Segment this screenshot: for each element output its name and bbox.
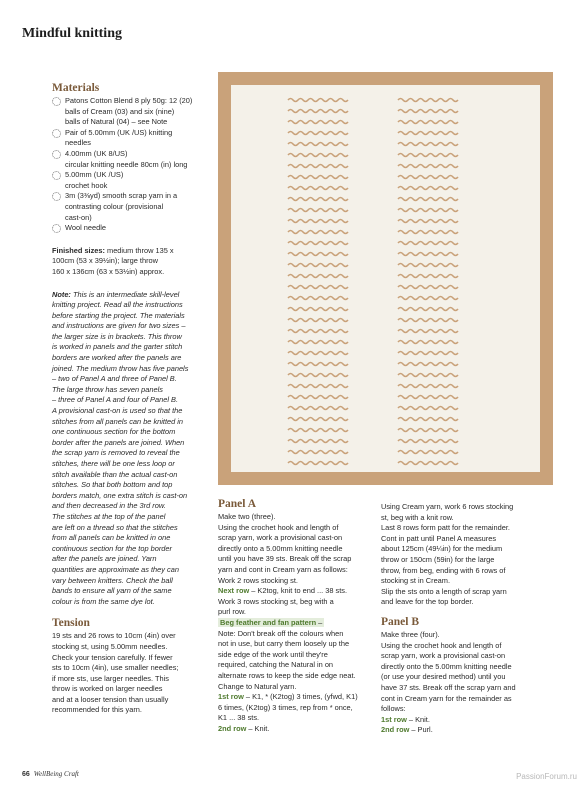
materials-item-text: 5.00mm (UK /US) crochet hook <box>65 170 124 190</box>
zigzag-stripe <box>398 143 458 146</box>
zigzag-stripe <box>288 330 348 333</box>
zigzag-stripe <box>288 132 348 135</box>
materials-item <box>52 128 212 149</box>
page-header-title: Mindful knitting <box>22 26 122 41</box>
materials-item-text: Pair of 5.00mm (UK /US) knitting needles <box>65 127 173 148</box>
zigzag-stripe <box>398 462 458 465</box>
zigzag-stripe <box>398 451 458 454</box>
zigzag-stripe <box>398 176 458 179</box>
zigzag-stripe <box>288 121 348 124</box>
zigzag-stripe <box>398 308 458 311</box>
zigzag-stripe <box>288 275 348 278</box>
zigzag-stripe <box>398 165 458 168</box>
zigzag-stripe <box>398 418 458 421</box>
checkbox-icon <box>52 97 61 106</box>
left-column <box>52 82 212 716</box>
zigzag-stripe <box>288 429 348 432</box>
zigzag-stripe <box>288 231 348 234</box>
checkbox-icon <box>52 150 61 159</box>
checkbox-icon <box>52 171 61 180</box>
zigzag-stripe <box>398 209 458 212</box>
zigzag-stripe <box>398 275 458 278</box>
zigzag-stripe <box>288 154 348 157</box>
zigzag-stripe <box>398 264 458 267</box>
checkbox-icon <box>52 224 61 233</box>
zigzag-stripe <box>288 374 348 377</box>
panel-b-heading: Panel B <box>381 615 420 628</box>
zigzag-stripe <box>288 176 348 179</box>
materials-item <box>52 170 212 191</box>
zigzag-stripe <box>398 121 458 124</box>
zigzag-stripe <box>288 264 348 267</box>
materials-item-text: 4.00mm (UK 8/US) circular knitting needle 80cm (in) long <box>65 148 188 169</box>
panel-a-heading: Panel A <box>218 498 257 510</box>
checkbox-icon <box>52 129 61 138</box>
zigzag-stripe <box>398 154 458 157</box>
zigzag-stripe <box>398 330 458 333</box>
zigzag-stripe <box>288 220 348 223</box>
tension-heading: Tension <box>52 617 90 630</box>
zigzag-stripe <box>398 385 458 388</box>
zigzag-stripe <box>288 110 348 113</box>
zigzag-stripe <box>398 429 458 432</box>
zigzag-stripe <box>288 352 348 355</box>
watermark: PassionForum.ru <box>516 772 577 781</box>
materials-item-text: 3m (3⅜yd) smooth scrap yarn in a contrasting colour (provisional cast-on) <box>65 191 178 222</box>
zigzag-stripe <box>398 231 458 234</box>
materials-heading: Materials <box>52 82 100 94</box>
materials-item-text: Patons Cotton Blend 8 ply 50g: 12 (20) balls of Cream (03) and six (nine) balls of Natural (04) – see Note <box>65 96 193 127</box>
zigzag-stripe <box>288 418 348 421</box>
zigzag-stripe <box>398 132 458 135</box>
zigzag-stripe <box>398 374 458 377</box>
zigzag-stripe <box>398 242 458 245</box>
zigzag-stripe <box>398 220 458 223</box>
tension-paragraph: 19 sts and 26 rows to 10cm (4in) over stocking st, using 5.00mm needles. Check your tension carefully. If fewer sts to 10cm (4in), use smaller needles; if more sts, use larger needles. This throw is worked on larger needles and at a looser tension than usually recommended for this yarn. <box>52 631 179 715</box>
zigzag-stripe <box>288 451 348 454</box>
zigzag-stripe <box>288 143 348 146</box>
zigzag-stripe <box>288 165 348 168</box>
zigzag-stripe <box>398 396 458 399</box>
zigzag-stripe <box>288 253 348 256</box>
page-number: 66 <box>22 771 30 778</box>
zigzag-stripe <box>398 319 458 322</box>
zigzag-stripe <box>398 407 458 410</box>
zigzag-stripe <box>288 341 348 344</box>
materials-item-text: Wool needle <box>65 223 106 233</box>
note-paragraph: Note: This is an intermediate skill-level knitting project. Read all the instructions before starting the project. The materials and instructions are given for two sizes – the larger size is in brackets. This throw is worked in panels and the garter stitch borders are worked after the panels are joined. The medium throw has five panels – two of Panel A and three of Panel B. The large throw has seven panels – three of Panel A and four of Panel B. A provisional cast-on is used so that the stitches from all panels can be knitted in one continuous section for the bottom border after the panels are joined. When the scrap yarn is removed to reveal the stitches, there will be one less loop or stitch available than the actual cast-on stitches. So that both bottom and top borders match, one extra stitch is cast-on and then decreased in the 3rd row. The stitches at the top of the panel are left on a thread so that the stitches from all panels can be knitted in one continuous section for the top border after the panels are joined. Yarn quantities are approximate as they can vary between knitters. Check the ball bands to ensure all yarn of the same colour is from the same dye lot. <box>52 289 189 606</box>
zigzag-stripe <box>288 319 348 322</box>
zigzag-stripe <box>398 363 458 366</box>
zigzag-stripe <box>398 352 458 355</box>
zigzag-stripe <box>288 187 348 190</box>
zigzag-stripe <box>398 341 458 344</box>
zigzag-stripe <box>288 99 348 102</box>
panel-a-text: Make two (three). Using the crochet hook and length of scrap yarn, work a provisional cast-on directly onto a 5.00mm knitting needle until you have 39 sts. Break off the scrap yarn and cont in Cream yarn as follows: Work 2 rows stocking st. Next row – K2tog, knit to end ... 38 sts. Work 3 rows stocking st, beg with a purl row. Beg feather and fan pattern – Note: Don't break off the colours when not in use, but carry them loosely up the side edge of the work until they're required, catching the Natural in on alternate rows to keep the side edge neat. Change to Natural yarn. 1st row – K1, * (K2tog) 3 times, (yfwd, K1) 6 times, (K2tog) 3 times, rep from * once, K1 ... 38 sts. 2nd row – Knit. <box>218 512 358 733</box>
zigzag-stripe <box>288 308 348 311</box>
zigzag-stripe <box>398 198 458 201</box>
zigzag-stripe <box>288 242 348 245</box>
zigzag-stripe <box>288 198 348 201</box>
materials-item <box>52 149 212 170</box>
zigzag-stripe <box>288 462 348 465</box>
zigzag-stripe <box>288 407 348 410</box>
zigzag-stripe <box>398 297 458 300</box>
finished-sizes: Finished sizes: medium throw 135 x 100cm (53 x 39½in); large throw 160 x 136cm (63 x 53½in) approx. <box>52 245 174 276</box>
zigzag-stripe <box>288 209 348 212</box>
zigzag-stripe <box>288 385 348 388</box>
blanket-photo <box>218 72 553 485</box>
checkbox-icon <box>52 192 61 201</box>
zigzag-stripe <box>398 286 458 289</box>
zigzag-stripe <box>398 187 458 190</box>
right-column <box>381 502 553 736</box>
middle-column <box>218 498 378 734</box>
zigzag-stripe <box>398 99 458 102</box>
zigzag-stripe <box>288 440 348 443</box>
zigzag-stripe <box>288 297 348 300</box>
panel-b-text: Make three (four). Using the crochet hook and length of scrap yarn, work a provisional cast-on directly onto the 5.00mm knitting needle (or use your desired method) until you have 37 sts. Break off the scrap yarn and cont in Cream yarn for the remainder as follows: 1st row – Knit. 2nd row – Purl. <box>381 629 516 735</box>
materials-item <box>52 223 212 234</box>
materials-item <box>52 191 212 223</box>
zigzag-stripe <box>398 253 458 256</box>
zigzag-stripes <box>218 72 553 485</box>
page-footer <box>22 770 79 778</box>
materials-list <box>52 96 212 234</box>
zigzag-stripe <box>288 286 348 289</box>
materials-item <box>52 96 212 128</box>
zigzag-stripe <box>398 110 458 113</box>
magazine-name: WellBeing Craft <box>33 770 79 778</box>
panel-a-continued: Using Cream yarn, work 6 rows stocking st, beg with a knit row. Last 8 rows form patt for the remainder. Cont in patt until Panel A measures about 125cm (49¼in) for the medium throw or 150cm (59in) for the large throw, from beg, ending with 6 rows of stocking st in Cream. Slip the sts onto a length of scrap yarn and leave for the top border. <box>381 502 514 607</box>
zigzag-stripe <box>398 440 458 443</box>
zigzag-stripe <box>288 396 348 399</box>
zigzag-stripe <box>288 363 348 366</box>
